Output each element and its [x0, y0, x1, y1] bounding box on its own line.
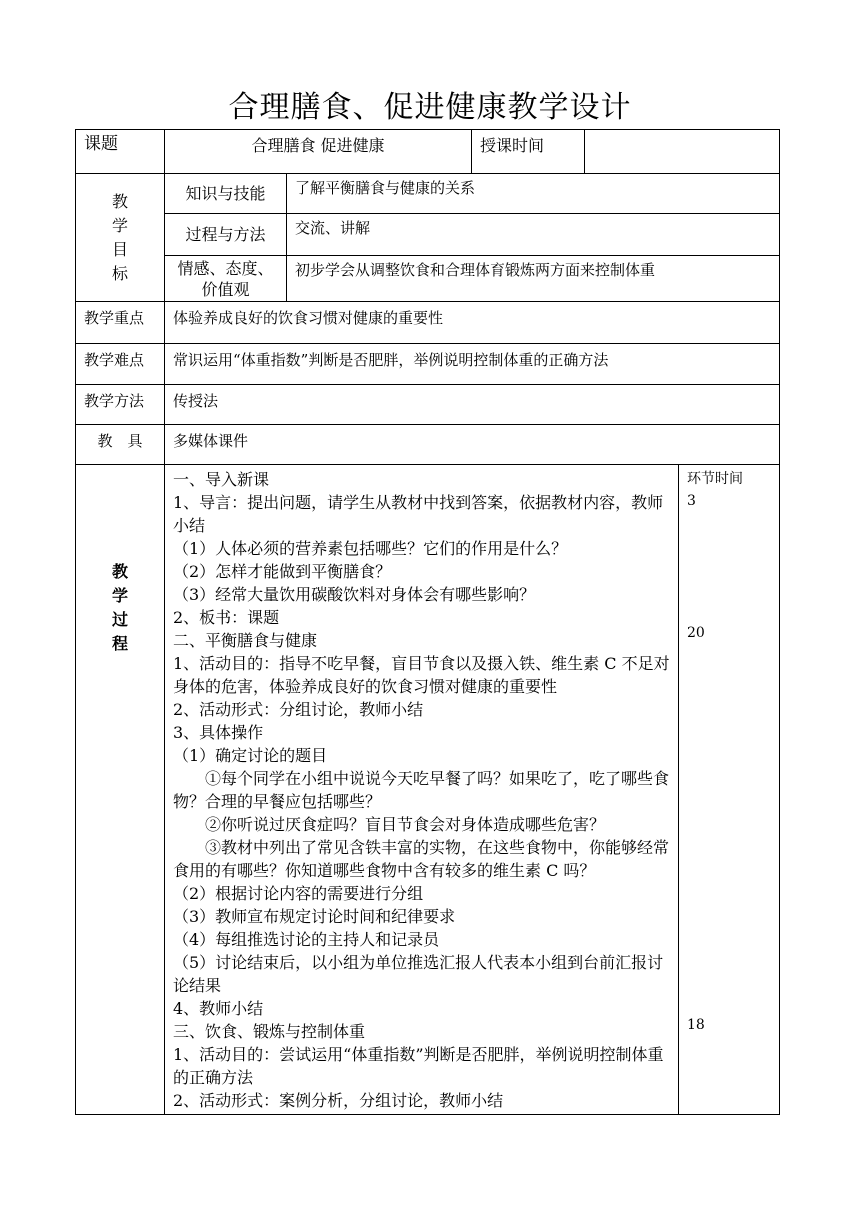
- objective-label-knowledge: 知识与技能: [165, 174, 287, 214]
- process-label-char: 程: [111, 634, 128, 653]
- method-value: 传授法: [165, 385, 780, 425]
- process-label: [76, 465, 165, 1115]
- objectives-label-char: 目: [111, 239, 128, 259]
- time-header: 环节时间: [687, 471, 743, 487]
- process-line: （1）人体必须的营养素包括哪些？它们的作用是什么？: [173, 539, 568, 558]
- process-line: （3）经常大量饮用碳酸饮料对身体会有哪些影响？: [173, 585, 536, 604]
- objectives-label: [76, 174, 165, 302]
- process-line: （3）教师宣布规定讨论时间和纪律要求: [173, 907, 456, 926]
- process-line: 2、活动形式：案例分析，分组讨论，教师小结: [173, 1091, 504, 1110]
- objective-value-emotion: 初步学会从调整饮食和合理体育锻炼两方面来控制体重: [287, 256, 780, 302]
- time-value-weight: 18: [687, 1017, 705, 1033]
- process-line: 1、活动目的：尝试运用“体重指数”判断是否肥胖，举例说明控制体重的正确方法: [173, 1045, 664, 1087]
- process-line: ②你听说过厌食症吗？盲目节食会对身体造成哪些危害？: [205, 815, 606, 834]
- lesson-plan-table: [75, 129, 780, 1115]
- process-line: （2）怎样才能做到平衡膳食？: [173, 562, 392, 581]
- objectives-label-char: 学: [111, 215, 128, 235]
- objectives-label-char: 教: [111, 191, 128, 211]
- process-line: 三、饮食、锻炼与控制体重: [173, 1022, 366, 1041]
- process-line: 一、导入新课: [173, 470, 270, 489]
- process-line: （1）确定讨论的题目: [173, 746, 328, 765]
- process-line: 3、具体操作: [173, 723, 264, 742]
- process-line: （2）根据讨论内容的需要进行分组: [173, 884, 424, 903]
- process-row: [76, 465, 780, 1115]
- method-row: [76, 385, 780, 425]
- difficulty-value: 常识运用“体重指数”判断是否肥胖，举例说明控制体重的正确方法: [165, 344, 780, 385]
- objective-row-knowledge: [76, 174, 780, 214]
- objective-row-process: [76, 214, 780, 256]
- time-value-intro: 3: [687, 493, 696, 509]
- method-label: 教学方法: [76, 385, 165, 425]
- process-line: 二、平衡膳食与健康: [173, 631, 318, 650]
- document-title: 合理膳食、促进健康教学设计: [228, 90, 632, 125]
- time-spacer: [687, 512, 779, 622]
- focus-value: 体验养成良好的饮食习惯对健康的重要性: [165, 302, 780, 344]
- tools-value: 多媒体课件: [165, 425, 780, 465]
- process-line: 4、教师小结: [173, 999, 264, 1018]
- objective-value-process: 交流、讲解: [287, 214, 780, 256]
- time-value-balanced: 20: [687, 625, 705, 641]
- process-content: [165, 465, 679, 1115]
- difficulty-label: 教学难点: [76, 344, 165, 385]
- time-spacer: [687, 644, 779, 1014]
- objective-label-emotion: [165, 256, 287, 302]
- objectives-label-char: 标: [111, 263, 128, 283]
- objective-label-emotion-line2: 价值观: [201, 280, 250, 299]
- process-label-char: 过: [111, 610, 128, 629]
- time-column: [679, 465, 780, 1115]
- objective-row-emotion: [76, 256, 780, 302]
- process-label-char: 教: [111, 562, 128, 581]
- process-line: 2、板书：课题: [173, 608, 280, 627]
- process-line: （5）讨论结束后，以小组为单位推选汇报人代表本小组到台前汇报讨论结果: [173, 953, 664, 995]
- objective-value-knowledge: 了解平衡膳食与健康的关系: [287, 174, 780, 214]
- tools-row: [76, 425, 780, 465]
- process-line: 1、导言：提出问题，请学生从教材中找到答案，依据教材内容，教师小结: [173, 493, 664, 535]
- topic-row: [76, 130, 780, 174]
- process-line: ③教材中列出了常见含铁丰富的实物，在这些食物中，你能够经常食用的有哪些？你知道哪些食物中含有较多的维生素 C 吗？: [173, 838, 670, 880]
- process-line: （4）每组推选讨论的主持人和记录员: [173, 930, 440, 949]
- objective-label-emotion-line1: 情感、态度、: [177, 259, 274, 278]
- process-line: 1、活动目的：指导不吃早餐，盲目节食以及摄入铁、维生素 C 不足对身体的危害，体验养成良好的饮食习惯对健康的重要性: [173, 654, 670, 696]
- focus-row: [76, 302, 780, 344]
- difficulty-row: [76, 344, 780, 385]
- focus-label: 教学重点: [76, 302, 165, 344]
- tools-label: 教 具: [76, 425, 165, 465]
- process-line: 2、活动形式：分组讨论，教师小结: [173, 700, 424, 719]
- process-label-char: 学: [111, 586, 128, 605]
- time-value: [585, 130, 780, 174]
- time-label: 授课时间: [472, 130, 585, 174]
- topic-value: 合理膳食 促进健康: [165, 130, 472, 174]
- topic-label: 课题: [76, 130, 165, 174]
- objective-label-process: 过程与方法: [165, 214, 287, 256]
- process-line: ①每个同学在小组中说说今天吃早餐了吗？如果吃了，吃了哪些食物？合理的早餐应包括哪些？: [173, 769, 670, 811]
